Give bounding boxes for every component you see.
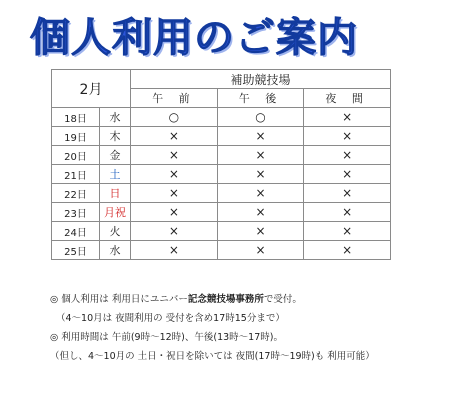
- table-row: [52, 222, 391, 241]
- page-title: 個人利用のご案内: [30, 15, 358, 61]
- night-availability: ×: [304, 184, 391, 203]
- table-row: [52, 108, 391, 127]
- table-row: [52, 241, 391, 260]
- weekday-cell: 木: [100, 127, 131, 146]
- night-availability: ×: [304, 165, 391, 184]
- am-availability: ×: [131, 146, 218, 165]
- night-availability: ×: [304, 203, 391, 222]
- note-reception: [50, 290, 375, 309]
- weekday-cell: 金: [100, 146, 131, 165]
- pm-availability: ×: [217, 127, 304, 146]
- note-reception-hours: （4～10月は 夜間利用の 受付を含め17時15分まで）: [56, 313, 285, 324]
- note-reception-text: ◎ 個人利用は 利用日にユニバー: [50, 294, 188, 305]
- pm-availability: ×: [217, 146, 304, 165]
- slot-header-night: 夜 間: [304, 89, 391, 108]
- pm-availability: ○: [217, 108, 304, 127]
- date-cell: 24日: [52, 222, 100, 241]
- schedule-rows: [52, 108, 391, 260]
- am-availability: ×: [131, 184, 218, 203]
- am-availability: ×: [131, 165, 218, 184]
- slot-header-am: 午 前: [131, 89, 218, 108]
- table-row: [52, 165, 391, 184]
- pm-availability: ×: [217, 203, 304, 222]
- slot-header-pm: 午 後: [217, 89, 304, 108]
- note-office-name: 記念競技場事務所: [187, 294, 264, 305]
- date-cell: 21日: [52, 165, 100, 184]
- notes: [50, 290, 375, 366]
- table-row: [52, 127, 391, 146]
- weekday-cell: 日: [100, 184, 131, 203]
- night-availability: ×: [304, 127, 391, 146]
- date-cell: 25日: [52, 241, 100, 260]
- schedule-table: [51, 69, 391, 260]
- weekday-cell: 火: [100, 222, 131, 241]
- pm-availability: ×: [217, 222, 304, 241]
- am-availability: ×: [131, 203, 218, 222]
- table-row: [52, 184, 391, 203]
- pm-availability: ×: [217, 184, 304, 203]
- weekday-cell: 月祝: [100, 203, 131, 222]
- am-availability: ×: [131, 127, 218, 146]
- note-reception-suffix: で受付。: [263, 294, 302, 305]
- am-availability: ○: [131, 108, 218, 127]
- am-availability: ×: [131, 241, 218, 260]
- pm-availability: ×: [217, 165, 304, 184]
- date-cell: 18日: [52, 108, 100, 127]
- am-availability: ×: [131, 222, 218, 241]
- note-night-usage: （但し、4～10月の 土日・祝日を除いては 夜間(17時～19時)も 利用可能）: [50, 351, 375, 362]
- date-cell: 22日: [52, 184, 100, 203]
- pm-availability: ×: [217, 241, 304, 260]
- night-availability: ×: [304, 222, 391, 241]
- night-availability: ×: [304, 241, 391, 260]
- table-row: [52, 146, 391, 165]
- note-usage-hours: ◎ 利用時間は 午前(9時～12時)、午後(13時～17時)。: [50, 332, 283, 343]
- date-cell: 19日: [52, 127, 100, 146]
- weekday-cell: 水: [100, 241, 131, 260]
- table-row: [52, 203, 391, 222]
- weekday-cell: 水: [100, 108, 131, 127]
- night-availability: ×: [304, 108, 391, 127]
- night-availability: ×: [304, 146, 391, 165]
- date-cell: 20日: [52, 146, 100, 165]
- date-cell: 23日: [52, 203, 100, 222]
- weekday-cell: 土: [100, 165, 131, 184]
- facility-header: 補助競技場: [131, 70, 391, 89]
- month-header: 2月: [52, 70, 131, 108]
